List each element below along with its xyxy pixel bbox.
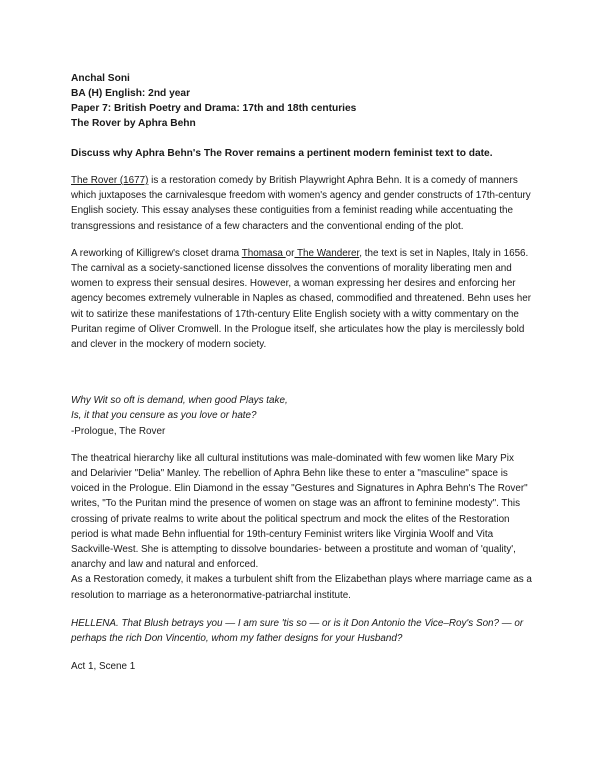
paragraph-intro [71,173,532,234]
essay-title: The Rover by Aphra Behn [71,118,196,129]
paragraph-restoration: As a Restoration comedy, it makes a turbulent shift from the Elizabethan plays where marriage came as a resolution to marriage as a heteronormative-patriarchal institute. [71,574,532,601]
paragraph-hierarchy: The theatrical hierarchy like all cultural institutions was male-dominated with few women like Mary Pix and Delarivier "Delia" Manley. The rebellion of Aphra Behn like these to enter a "masculine" space is voiced in the Prologue. Elin Diamond in the essay "Gestures and Signatures in Aphra Behn's The Rover" writes, "To the Puritan mind the presence of women on stage was an affront to feminine modesty". This crossing of private realms to write about the political spectrum and mock the elites of the Restoration period is what made Behn influential for 19th-century Feminist writers like Virginia Woolf and Vita Sackville-West. She is attempting to dissolve boundaries- between a prostitute and woman of 'quality', anarchy and law and natural and enforced. [71,452,528,571]
essay-question: Discuss why Aphra Behn's The Rover remains a pertinent modern feminist text to date. [71,148,493,159]
author-name: Anchal Soni [71,73,130,84]
intro-text: is a restoration comedy by British Playwright Aphra Behn. It is a comedy of manners which juxtaposes the carnivalesque freedom with women's agency and gender constructs of 17th-century English society. This essay analyses these contiguities from a feminist reading while accentuating the transgressions and resistance of a few characters and the conventional ending of the plot. [71,175,531,232]
header-block [71,71,532,131]
setting-or: or [285,247,295,259]
hellena-quote: HELLENA. That Blush betrays you — I am sure 'tis so — or is it Don Antonio the Vice–Roy's Son? — or perhaps the rich Don Vincentio, whom my father designs for your Husband? [71,617,524,645]
act-reference: Act 1, Scene 1 [71,661,136,673]
quote-line-1: Why Wit so oft is demand, when good Plays take, [71,395,288,407]
prologue-quote [71,393,532,439]
paragraph-setting [71,246,532,352]
course-year: BA (H) English: 2nd year [71,88,191,99]
setting-pre: A reworking of Killigrew's closet drama [71,247,242,259]
quote-source: -Prologue, The Rover [71,425,166,437]
setting-text: , the text is set in Naples, Italy in 1656. The carnival as a society-sanctioned license dissolves the conventions of morality liberating men and women to express their sensual desires. However, a woman expressing her desires and enforcing her agency becomes extremely vulnerable in Naples as chased, commodified and threatened. Behn uses her wit to satirize these manifestations of 17th-century Elite English society with a witty commentary on the Puritan regime of Oliver Cromwell. In the Prologue itself, she articulates how the play is mercilessly bold and clever in the mockery of modern society. [71,247,532,351]
thomasa-link[interactable]: Thomasa [241,247,286,259]
rover-link[interactable]: The Rover (1677) [71,175,149,186]
paper-title: Paper 7: British Poetry and Drama: 17th and 18th centuries [71,103,357,114]
wanderer-link[interactable]: The Wanderer [294,247,360,259]
quote-line-2: Is, it that you censure as you love or hate? [71,410,257,422]
